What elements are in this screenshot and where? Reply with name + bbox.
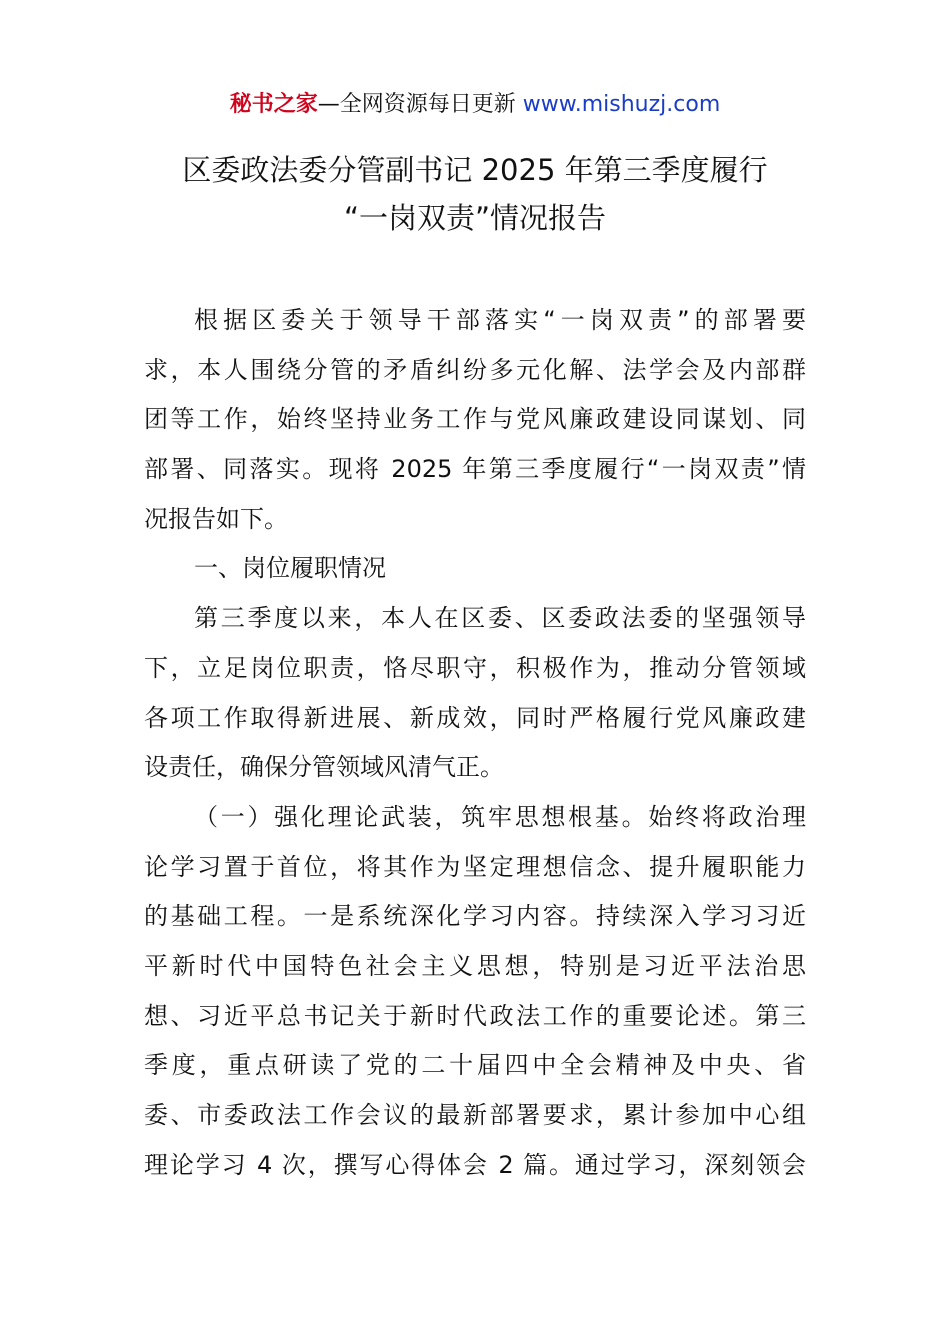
body-line: 设责任，确保分管领域风清气正。: [144, 753, 504, 782]
site-brand: 秘书之家: [229, 92, 318, 117]
body-line: （一）强化理论武装，筑牢思想根基。始终将政治理: [194, 802, 806, 831]
body-line: 况报告如下。: [144, 504, 288, 533]
body-line: 委、市委政法工作会议的最新部署要求，累计参加中心组: [144, 1101, 806, 1129]
body-line: 理论学习 4 次，撰写心得体会 2 篇。通过学习，深刻领会: [144, 1150, 806, 1179]
body-line: 论学习置于首位，将其作为坚定理想信念、提升履职能力: [144, 852, 806, 881]
body-line: 想、习近平总书记关于新时代政法工作的重要论述。第三: [144, 1001, 806, 1030]
body-line: 根据区委关于领导干部落实“一岗双责”的部署要: [194, 306, 806, 334]
site-tagline: —全网资源每日更新: [317, 92, 523, 117]
body-line: 季度，重点研读了党的二十届四中全会精神及中央、省: [144, 1051, 806, 1080]
document-body: [144, 296, 806, 1190]
body-line: 各项工作取得新进展、新成效，同时严格履行党风廉政建: [144, 703, 806, 732]
body-line: 的基础工程。一是系统深化学习内容。持续深入学习习近: [144, 902, 806, 931]
site-banner: [0, 88, 950, 122]
title-line-1: 区委政法委分管副书记 2025 年第三季度履行: [182, 153, 768, 187]
section-heading: 一、岗位履职情况: [194, 554, 386, 583]
document-title: [0, 146, 950, 242]
body-line: 团等工作，始终坚持业务工作与党风廉政建设同谋划、同: [144, 405, 806, 434]
title-line-2: “一岗双责”情况报告: [343, 201, 607, 235]
body-line: 求，本人围绕分管的矛盾纠纷多元化解、法学会及内部群: [144, 355, 806, 384]
body-line: 部署、同落实。现将 2025 年第三季度履行“一岗双责”情: [144, 455, 806, 484]
body-line: 第三季度以来，本人在区委、区委政法委的坚强领导: [194, 604, 806, 633]
body-line: 平新时代中国特色社会主义思想，特别是习近平法治思: [144, 951, 806, 980]
body-line: 下，立足岗位职责，恪尽职守，积极作为，推动分管领域: [144, 653, 806, 682]
site-url-link[interactable]: www.mishuzj.com: [522, 92, 721, 117]
